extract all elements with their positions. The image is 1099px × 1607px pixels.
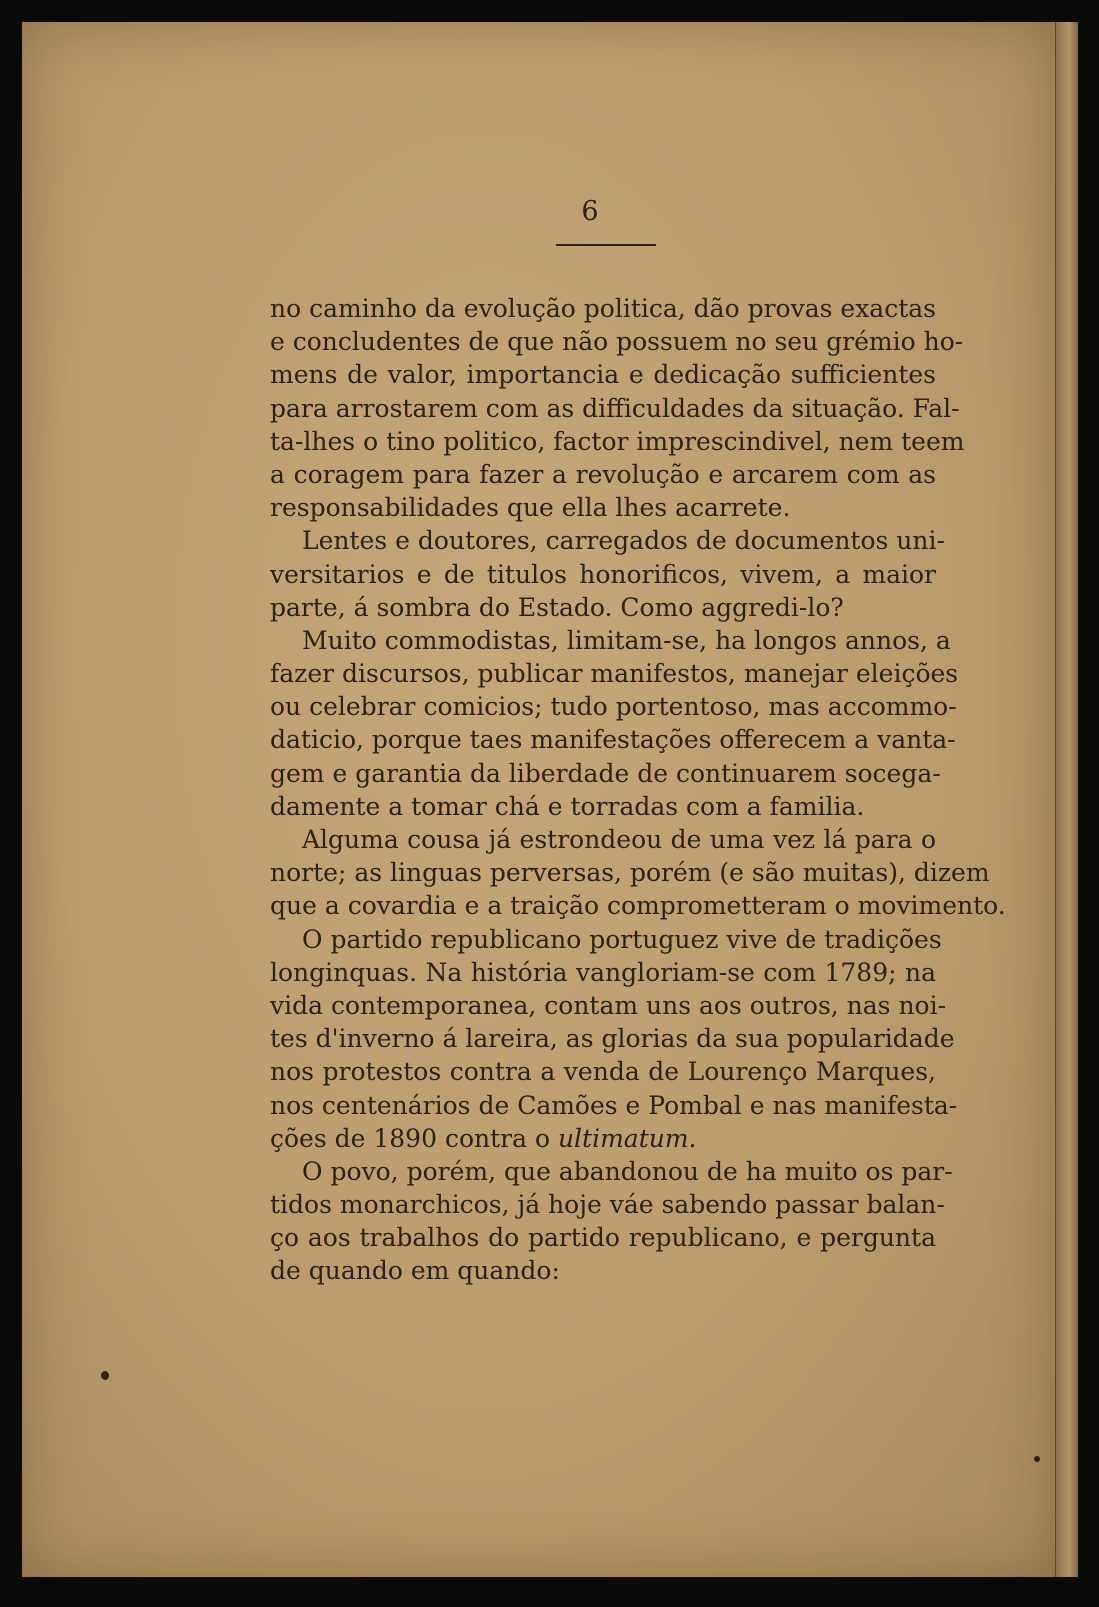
text-line [270,292,936,325]
text-line [270,923,942,956]
text-line [270,989,947,1022]
text-line-content: que a covardia e a traição comprometteram o movimento. [270,891,1006,921]
text-line-content: damente a tomar chá e torradas com a familia. [270,791,865,821]
text-line [270,458,936,491]
text-line-content: ço aos trabalhos do partido republicano, e pergunta [270,1223,936,1253]
text-line [270,1221,936,1254]
text-line [270,1254,936,1287]
text-line-content: longinquas. Na história vangloriam-se com 1789; na [270,957,936,987]
adjacent-page-edge [1055,22,1078,1577]
text-line [270,524,945,557]
text-line-content: mens de valor, importancia e dedicação sufficientes [270,360,936,390]
text-line [270,358,936,391]
text-line-content: ta-lhes o tino politico, factor imprescindivel, nem teem [270,426,965,456]
text-line [270,558,936,591]
text-line [270,956,936,989]
text-line [270,491,936,524]
text-line-content: versitarios e de titulos honorificos, vivem, a maior [270,559,936,589]
text-line [270,624,951,657]
text-line [270,425,965,458]
text-line [270,1022,955,1055]
text-line [270,325,964,358]
ink-speck [1034,1456,1040,1462]
text-line [270,1089,958,1122]
text-line-content: daticio, porque taes manifestações offerecem a vanta- [270,725,956,755]
text-line [270,591,936,624]
text-line-content: ções de 1890 contra o [270,1123,558,1153]
text-line-content: de quando em quando: [270,1256,560,1286]
text-line [270,723,956,756]
text-line-content: norte; as linguas perversas, porém (e são muitas), dizem [270,858,990,888]
page-number: 6 [581,196,599,227]
text-line-content: Lentes e doutores, carregados de documentos uni- [302,526,945,556]
text-line-content: Muito commodistas, limitam-se, ha longos annos, a [302,625,951,655]
text-line-content: responsabilidades que ella lhes acarrete. [270,493,791,523]
text-line [270,1055,936,1088]
text-line-content: ou celebrar comicios; tudo portentoso, mas accommo- [270,692,957,722]
emphasized-word: ultimatum. [557,1123,697,1153]
text-line [270,690,957,723]
text-line [270,856,990,889]
text-line-content: O partido republicano portuguez vive de tradições [302,924,942,954]
text-line-content: vida contemporanea, contam uns aos outros, nas noi- [270,990,947,1020]
text-line [270,1155,953,1188]
text-line-content: nos protestos contra a venda de Lourenço Marques, [270,1057,936,1087]
text-line-content: O povo, porém, que abandonou de ha muito os par- [302,1156,953,1186]
text-line-content: e concludentes de que não possuem no seu grémio ho- [270,327,964,357]
text-line [270,657,959,690]
text-line [270,889,1006,922]
text-line [270,392,960,425]
text-line-content: no caminho da evolução politica, dão provas exactas [270,294,936,323]
text-line [270,1122,936,1155]
text-line-content: tes d'inverno á lareira, as glorias da sua popularidade [270,1024,955,1054]
header-rule [556,244,656,246]
text-line-content: gem e garantia da liberdade de continuarem socega- [270,758,941,788]
body-text [270,292,1006,1288]
text-line-content: nos centenários de Camões e Pombal e nas manifesta- [270,1090,958,1120]
text-line [270,757,941,790]
ink-speck [101,1371,109,1380]
text-line-content: a coragem para fazer a revolução e arcarem com as [270,459,936,489]
text-line [270,1188,945,1221]
text-line-content: fazer discursos, publicar manifestos, manejar eleições [270,659,959,689]
text-line-content: parte, á sombra do Estado. Como aggredi-lo? [270,592,844,622]
text-line [270,823,936,856]
text-line-content: Alguma cousa já estrondeou de uma vez lá para o [302,825,936,854]
text-line-content: tidos monarchicos, já hoje váe sabendo passar balan- [270,1190,945,1220]
text-line [270,790,936,823]
text-line-content: para arrostarem com as difficuldades da situação. Fal- [270,393,960,423]
